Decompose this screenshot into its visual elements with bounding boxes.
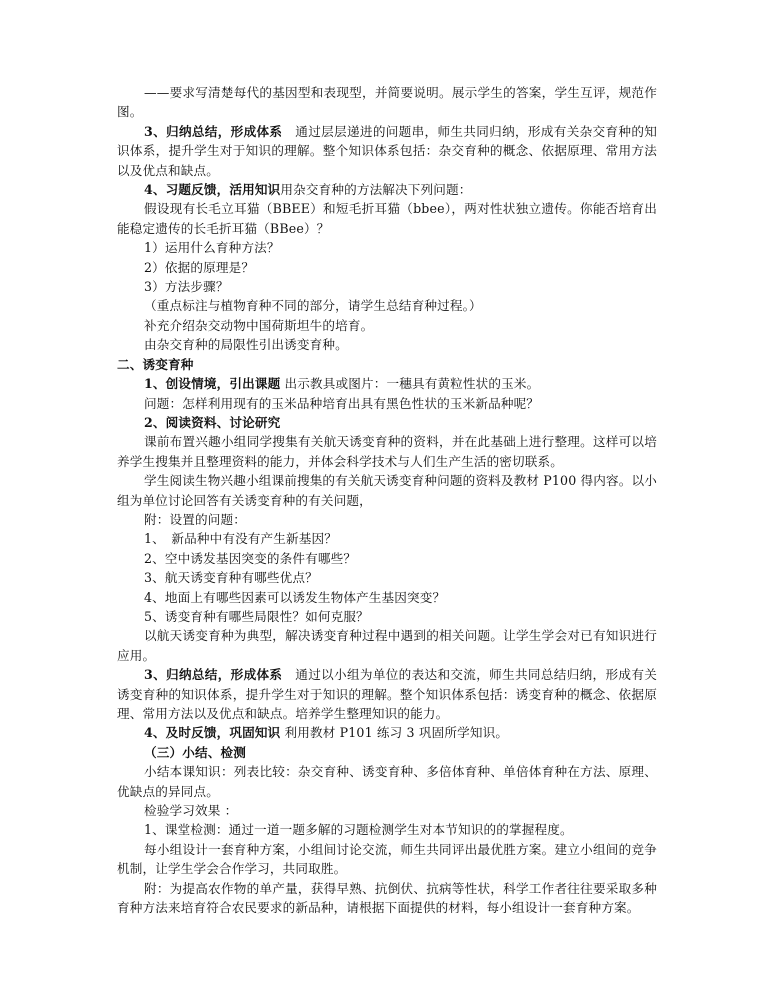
paragraph-timely-feedback bbox=[117, 723, 657, 742]
paragraph-attachment: 附：为提高农作物的单产量，获得早熟、抗倒伏、抗病等性状，科学工作者往往要采取多种育种方法来培育符合农民要求的新品种，请根据下面提供的材料，每小组设计一套育种方案。 bbox=[117, 880, 657, 916]
paragraph-class-test: 1、课堂检测：通过一道一题多解的习题检测学生对本节知识的的掌握程度。 bbox=[144, 822, 573, 838]
section-heading-summary-test: （三）小结、检测 bbox=[144, 744, 246, 760]
paragraph-summary: 小结本课知识：列表比较：杂交育种、诱变育种、多倍体育种、单倍体育种在方法、原理、优缺点的异同点。 bbox=[117, 764, 657, 799]
paragraph-reading-heading bbox=[117, 413, 657, 432]
step-body: 通过层层递进的问题串，师生共同归纳，形成有关杂交育种的知识体系，提升学生对于知识的理解。整个知识体系包括：杂交育种的概念、依据原理、常用方法以及优点和缺点。 bbox=[117, 123, 657, 178]
question-item: 3）方法步骤？ bbox=[144, 279, 229, 295]
step-heading: 3、归纳总结，形成体系 bbox=[144, 123, 283, 139]
question-item: 3、航天诱变育种有哪些优点？ bbox=[144, 570, 318, 586]
paragraph-assignment: 课前布置兴趣小组同学搜集有关航天诱变育种的资料，并在此基础上进行整理。这样可以培养学生搜集并且整理资料的能力，并体会科学技术与人们生产生活的密切联系。 bbox=[117, 434, 657, 469]
step-heading: 1、创设情境，引出课题 bbox=[144, 376, 281, 392]
paragraph-space-breeding: 以航天诱变育种为典型，解决诱变育种过程中遇到的相关问题。让学生学会对已有知识进行应用。 bbox=[117, 628, 657, 663]
paragraph-exercise-feedback bbox=[117, 180, 657, 199]
step-heading: 4、习题反馈，活用知识 bbox=[144, 182, 281, 198]
paragraph-student-reading: 学生阅读生物兴趣小组课前搜集的有关航天诱变育种问题的资料及教材 P100 得内容。以小组为单位讨论回答有关诱变育种的有关问题， bbox=[117, 473, 657, 508]
step-body: 通过以小组为单位的表达和交流，师生共同总结归纳，形成有关诱变育种的知识体系，提升学生对于知识的理解。整个知识体系包括：诱变育种的概念、依据原理、常用方法以及优点和缺点。培养学生整理知识的能力。 bbox=[117, 667, 657, 721]
question-item: 5、诱变育种有哪些局限性？如何克服？ bbox=[144, 608, 369, 624]
paragraph-check-effect: 检验学习效果 ： bbox=[144, 803, 238, 819]
step-body: 利用教材 P101 练习 3 巩固所学知识。 bbox=[280, 725, 509, 741]
question-item: 1、 新品种中有没有产生新基因？ bbox=[144, 531, 338, 547]
step-heading: 2、阅读资料、讨论研究 bbox=[144, 414, 281, 430]
paragraph-group-design: 每小组设计一套育种方案，小组间讨论交流，师生共同评出最优胜方案。建立小组间的竞争机制，让学生学会合作学习，共同取胜。 bbox=[117, 841, 657, 877]
document-page bbox=[117, 83, 657, 917]
paragraph-drawing-requirement: ——要求写清楚每代的基因型和表现型，并简要说明。展示学生的答案，学生互评，规范作图。 bbox=[117, 85, 657, 120]
paragraph-question-corn: 问题：怎样利用现有的玉米品种培育出具有黑色性状的玉米新品种呢？ bbox=[144, 395, 540, 411]
paragraph-note: （重点标注与植物育种不同的部分，请学生总结育种过程。） bbox=[144, 298, 482, 314]
step-heading: 3、归纳总结，形成体系 bbox=[144, 667, 283, 683]
paragraph-holstein: 补充介绍杂交动物中国荷斯坦牛的培育。 bbox=[144, 317, 374, 333]
paragraph-transition: 由杂交育种的局限性引出诱变育种。 bbox=[144, 337, 348, 353]
question-item: 2）依据的原理是？ bbox=[144, 259, 255, 275]
paragraph-summary-crossbreeding bbox=[117, 122, 657, 180]
paragraph-cat-problem: 假设现有长毛立耳猫（BBEE）和短毛折耳猫（bbee），两对性状独立遗传。你能否培育出能稳定遗传的长毛折耳猫（BBee）？ bbox=[117, 201, 657, 236]
question-item: 4、地面上有哪些因素可以诱发生物体产生基因突变？ bbox=[144, 589, 446, 605]
step-body: 出示教具或图片：一穗具有黄粒性状的玉米。 bbox=[280, 376, 540, 392]
section-heading-mutation-breeding: 二、诱变育种 bbox=[117, 356, 194, 372]
question-item: 1）运用什么育种方法？ bbox=[144, 240, 280, 256]
question-item: 2、空中诱发基因突变的条件有哪些？ bbox=[144, 550, 357, 566]
paragraph-create-scenario bbox=[117, 374, 657, 393]
step-heading: 4、及时反馈，巩固知识 bbox=[144, 725, 281, 741]
step-body: 用杂交育种的方法解决下列问题： bbox=[280, 182, 472, 198]
paragraph-attached-questions: 附：设置的问题： bbox=[144, 511, 246, 527]
paragraph-summary-mutation bbox=[117, 665, 657, 723]
